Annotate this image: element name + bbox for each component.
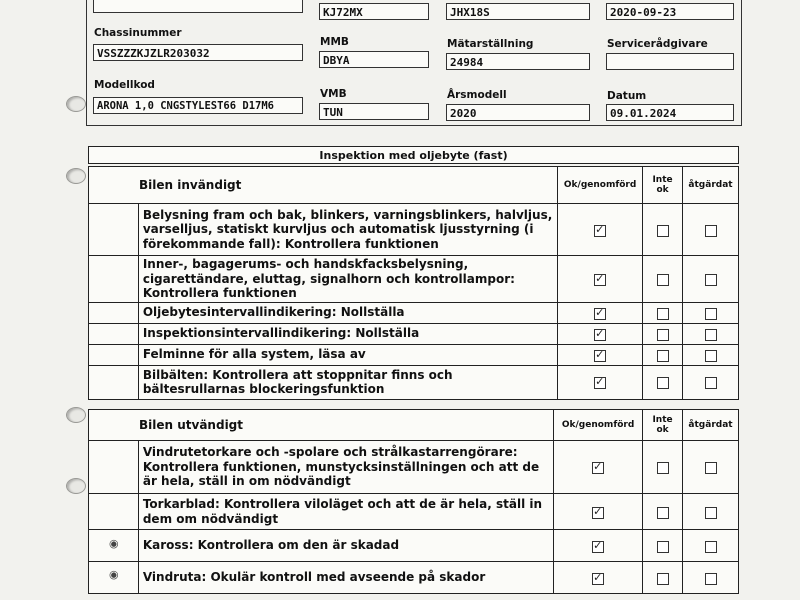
- row-spacer: [89, 344, 139, 365]
- inte-ok-checkbox-cell: [643, 256, 683, 303]
- inte-ok-checkbox-cell: [643, 494, 683, 530]
- item-text: Felminne för alla system, läsa av: [138, 344, 557, 365]
- atgardat-checkbox-cell: [683, 530, 739, 562]
- table-row: [89, 323, 739, 344]
- section-title: Bilen invändigt: [89, 167, 558, 204]
- atgardat-checkbox[interactable]: [705, 308, 717, 320]
- atgardat-checkbox[interactable]: [705, 274, 717, 286]
- col-inte-ok: Inte ok: [643, 167, 683, 204]
- header-frame: [86, 0, 742, 126]
- item-text: Vindrutetorkare och -spolare och strålkastarrengörare: Kontrollera funktionen, munstycksinställningen och att de är hela, ställ in om nödvändigt: [138, 441, 553, 494]
- atgardat-checkbox-cell: [683, 302, 739, 323]
- inte-ok-checkbox[interactable]: [657, 377, 669, 389]
- section-header-row: [89, 167, 739, 204]
- inte-ok-checkbox-cell: [643, 204, 683, 256]
- ok-checkbox[interactable]: [592, 507, 604, 519]
- ok-checkbox-cell: [554, 441, 643, 494]
- modell-label: Modellkod: [94, 79, 155, 91]
- inte-ok-checkbox[interactable]: [657, 274, 669, 286]
- punch-hole: [66, 96, 86, 112]
- ok-checkbox[interactable]: [594, 377, 606, 389]
- inte-ok-checkbox[interactable]: [657, 573, 669, 585]
- table-row: [89, 302, 739, 323]
- matar-field: 24984: [446, 53, 590, 70]
- inte-ok-checkbox-cell: [643, 323, 683, 344]
- punch-hole: [66, 478, 86, 494]
- atgardat-checkbox[interactable]: [705, 573, 717, 585]
- item-text: Inner-, bagagerums- och handskfacksbelysning, cigarettändare, eluttag, signalhorn och kontrollampor: Kontrollera funktionen: [138, 256, 557, 303]
- punch-hole: [66, 407, 86, 423]
- row-spacer: [89, 204, 139, 256]
- item-text: Belysning fram och bak, blinkers, varningsblinkers, halvljus, varselljus, statiskt kurvljus och automatisk ljusstyrning (i förekommande fall): Kontrollera funktionen: [138, 204, 557, 256]
- atgardat-checkbox-cell: [683, 494, 739, 530]
- modell-field: ARONA 1,0 CNGSTYLEST66 D17M6: [93, 97, 303, 114]
- atgardat-checkbox-cell: [683, 344, 739, 365]
- mmb-field: DBYA: [319, 51, 429, 68]
- top-field-1: KJ72MX: [319, 3, 429, 20]
- table-row: [89, 256, 739, 303]
- col-ok: Ok/genomförd: [558, 167, 643, 204]
- row-spacer: [89, 323, 139, 344]
- row-spacer: [89, 302, 139, 323]
- atgardat-checkbox[interactable]: [705, 329, 717, 341]
- row-spacer: [89, 256, 139, 303]
- inte-ok-checkbox-cell: [643, 365, 683, 399]
- inte-ok-checkbox[interactable]: [657, 541, 669, 553]
- atgardat-checkbox[interactable]: [705, 462, 717, 474]
- table-row: [89, 530, 739, 562]
- inte-ok-checkbox-cell: [643, 562, 683, 594]
- chassis-label: Chassinummer: [94, 27, 182, 39]
- ok-checkbox[interactable]: [594, 329, 606, 341]
- ok-checkbox[interactable]: [594, 274, 606, 286]
- service-label: Servicerådgivare: [607, 38, 708, 50]
- atgardat-checkbox-cell: [683, 204, 739, 256]
- ok-checkbox-cell: [558, 365, 643, 399]
- item-text: Bilbälten: Kontrollera att stoppnitar finns och bältesrullarnas blockeringsfunktion: [138, 365, 557, 399]
- inte-ok-checkbox-cell: [643, 344, 683, 365]
- atgardat-checkbox-cell: [683, 256, 739, 303]
- inte-ok-checkbox[interactable]: [657, 462, 669, 474]
- vmb-label: VMB: [320, 88, 347, 100]
- inte-ok-checkbox[interactable]: [657, 507, 669, 519]
- section-title: Bilen utvändigt: [89, 410, 554, 441]
- ok-checkbox-cell: [558, 344, 643, 365]
- ok-checkbox[interactable]: [594, 225, 606, 237]
- atgardat-checkbox[interactable]: [705, 507, 717, 519]
- item-text: Oljebytesintervallindikering: Nollställa: [138, 302, 557, 323]
- inte-ok-checkbox-cell: [643, 302, 683, 323]
- col-atgardat: åtgärdat: [683, 410, 739, 441]
- row-spacer: [89, 494, 139, 530]
- top-field-2: JHX18S: [446, 3, 590, 20]
- top-field-3: 2020-09-23: [606, 3, 734, 20]
- ok-checkbox-cell: [554, 494, 643, 530]
- ok-checkbox-cell: [554, 562, 643, 594]
- chassis-field: VSSZZZKJZLR203032: [93, 44, 303, 61]
- row-spacer: [89, 441, 139, 494]
- ok-checkbox-cell: [558, 323, 643, 344]
- inte-ok-checkbox[interactable]: [657, 329, 669, 341]
- table-row: [89, 204, 739, 256]
- table-row: [89, 494, 739, 530]
- ok-checkbox[interactable]: [594, 308, 606, 320]
- atgardat-checkbox[interactable]: [705, 225, 717, 237]
- table-row: [89, 562, 739, 594]
- datum-field: 09.01.2024: [606, 104, 734, 121]
- item-text: Torkarblad: Kontrollera viloläget och att de är hela, ställ in dem om nödvändigt: [138, 494, 553, 530]
- punch-hole: [66, 168, 86, 184]
- col-ok: Ok/genomförd: [554, 410, 643, 441]
- ok-checkbox-cell: [558, 256, 643, 303]
- col-atgardat: åtgärdat: [683, 167, 739, 204]
- table-row: [89, 365, 739, 399]
- atgardat-checkbox-cell: [683, 365, 739, 399]
- datum-label: Datum: [607, 90, 647, 102]
- inte-ok-checkbox-cell: [643, 441, 683, 494]
- table-row: [89, 344, 739, 365]
- section-exterior-table: [88, 409, 739, 594]
- atgardat-checkbox-cell: [683, 562, 739, 594]
- inte-ok-checkbox[interactable]: [657, 225, 669, 237]
- atgardat-checkbox[interactable]: [705, 350, 717, 362]
- row-spacer: [89, 365, 139, 399]
- atgardat-checkbox[interactable]: [705, 377, 717, 389]
- ok-checkbox[interactable]: [592, 541, 604, 553]
- inte-ok-checkbox[interactable]: [657, 308, 669, 320]
- eye-icon: ◉: [109, 568, 119, 581]
- eye-icon: ◉: [109, 537, 119, 550]
- table-row: [89, 441, 739, 494]
- atgardat-checkbox-cell: [683, 441, 739, 494]
- col-inte-ok: Inte ok: [643, 410, 683, 441]
- ok-checkbox-cell: [558, 302, 643, 323]
- section-interior-table: [88, 166, 739, 400]
- ok-checkbox[interactable]: [594, 350, 606, 362]
- ok-checkbox[interactable]: [592, 462, 604, 474]
- atgardat-checkbox[interactable]: [705, 541, 717, 553]
- section-header-row: [89, 410, 739, 441]
- ok-checkbox-cell: [554, 530, 643, 562]
- arsmodell-field: 2020: [446, 104, 590, 121]
- matar-label: Mätarställning: [447, 38, 534, 50]
- inte-ok-checkbox[interactable]: [657, 350, 669, 362]
- item-text: Inspektionsintervallindikering: Nollställa: [138, 323, 557, 344]
- inte-ok-checkbox-cell: [643, 530, 683, 562]
- atgardat-checkbox-cell: [683, 323, 739, 344]
- arsmodell-label: Årsmodell: [447, 89, 507, 101]
- vmb-field: TUN: [319, 103, 429, 120]
- item-text: Kaross: Kontrollera om den är skadad: [138, 530, 553, 562]
- mmb-label: MMB: [320, 36, 349, 48]
- ok-checkbox[interactable]: [592, 573, 604, 585]
- inspection-title: Inspektion med oljebyte (fast): [88, 146, 739, 164]
- item-text: Vindruta: Okulär kontroll med avseende på skador: [138, 562, 553, 594]
- ok-checkbox-cell: [558, 204, 643, 256]
